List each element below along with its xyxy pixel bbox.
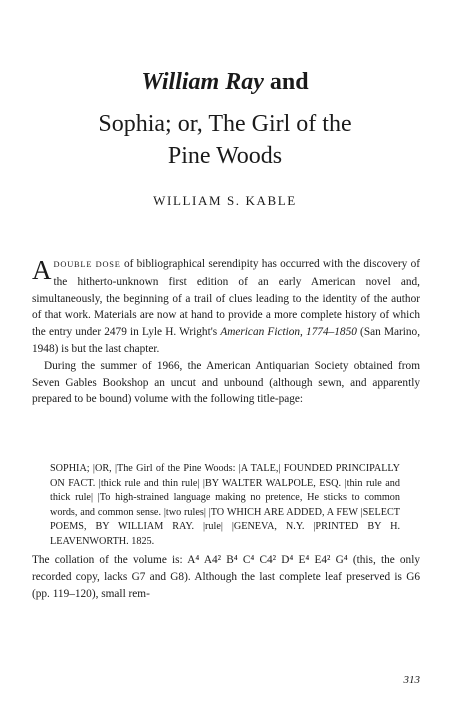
small-caps-lead: DOUBLE DOSE bbox=[53, 260, 121, 269]
paragraph-1-text-a: of bibliographical serendipity has occurred with the discovery of the hitherto-unknown first edition of an early American novel and, simultaneously, the beginning of a trail of clues leading to the identity of the author of that work. Materials are now at hand to provide a more complete history of which the entry under 2479 in Lyle H. Wright's bbox=[32, 258, 420, 339]
title-plain-part: and bbox=[263, 69, 309, 95]
article-body bbox=[32, 256, 420, 408]
title-line-2: Sophia; or, The Girl of the bbox=[98, 111, 352, 137]
title-line-1 bbox=[0, 67, 450, 97]
title-page-transcription: SOPHIA; |OR, |The Girl of the Pine Woods: |A TALE,| FOUNDED PRINCIPALLY ON FACT. |thick rule and thin rule| |BY WALTER WALPOLE, ESQ. |thin rule and thick rule| |To high-strained language making no pretence, He sticks to common words, and common sense. |two rules| |TO WHICH ARE ADDED, A FEW |SELECT POEMS, BY WILLIAM RAY. |rule| |GENEVA, N.Y. |PRINTED BY H. LEAVENWORTH. 1825. bbox=[50, 463, 400, 547]
paragraph-1 bbox=[32, 256, 420, 358]
title-italic-part: William Ray bbox=[141, 69, 264, 95]
paragraph-3: The collation of the volume is: A⁴ A4² B⁴ C⁴ C4² D⁴ E⁴ E4² G⁴ (this, the only recorded copy, lacks G7 and G8). Although the last complete leaf preserved is G6 (pp. 119–120), small rem- bbox=[32, 554, 420, 600]
author-name: WILLIAM S. KABLE bbox=[153, 193, 297, 208]
paragraph-2: During the summer of 1966, the American Antiquarian Society obtained from Seven Gables Bookshop an uncut and unbound (although sewn, and apparently prepared to be bound) volume with the following title-page: bbox=[32, 359, 420, 406]
paragraph-1-text-b: (San Marino, 1948) is but the last chapter. bbox=[32, 326, 421, 355]
title-line-3: Pine Woods bbox=[167, 143, 283, 169]
page-number: 313 bbox=[403, 674, 420, 686]
cited-title: American Fiction, 1774–1850 bbox=[220, 326, 357, 339]
drop-cap: A bbox=[32, 255, 52, 285]
